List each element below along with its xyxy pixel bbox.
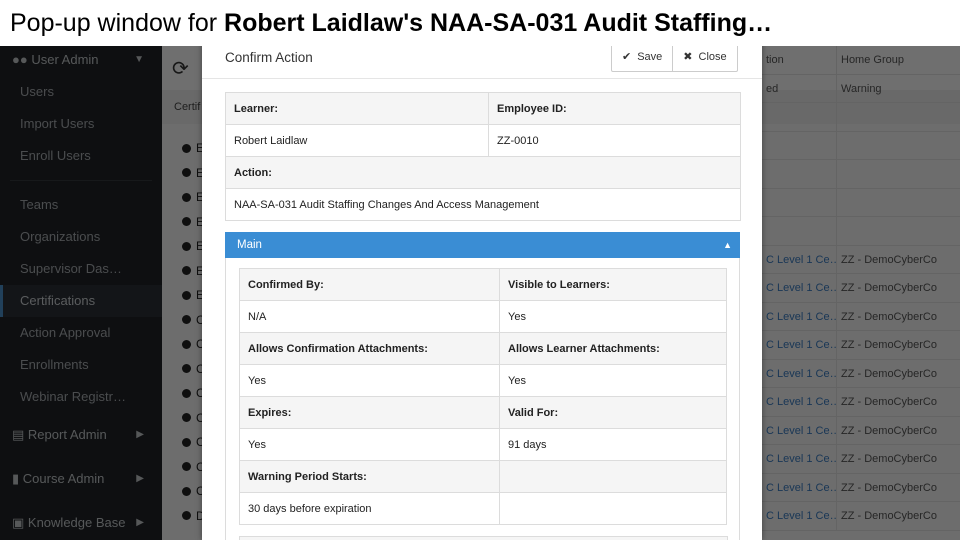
table-row [226,125,741,157]
learner-value: Robert Laidlaw [226,125,489,157]
table-row [240,397,727,429]
valid-for-value: 91 days [500,429,727,461]
visible-to-learners-label: Visible to Learners: [500,269,727,301]
warning-period-label: Warning Period Starts: [240,461,500,493]
table-row [240,365,727,397]
table-row [226,93,741,125]
main-panel-header[interactable] [225,232,740,258]
allows-learner-attachments-label: Allows Learner Attachments: [500,333,727,365]
certification-details-table [239,268,727,525]
save-button[interactable] [612,43,672,71]
learner-info-table [225,92,741,221]
visible-to-learners-value: Yes [500,301,727,333]
employee-id-value: ZZ-0010 [489,125,741,157]
table-row [240,301,727,333]
table-row [226,189,741,221]
next-section-edge [239,536,728,540]
action-label: Action: [226,157,741,189]
table-row [240,429,727,461]
empty-cell [500,461,727,493]
panel-title: Main [237,239,262,251]
close-icon: ✖ [683,51,693,63]
caret-up-icon[interactable]: ▲ [723,240,732,250]
empty-cell [500,493,727,525]
close-button[interactable] [672,43,736,71]
allows-learner-attachments-value: Yes [500,365,727,397]
warning-period-value: 30 days before expiration [240,493,500,525]
caption-bold: Robert Laidlaw's NAA-SA-031 Audit Staffing… [224,9,773,37]
save-button-label: Save [637,51,663,63]
check-icon: ✔ [622,51,632,63]
employee-id-label: Employee ID: [489,93,741,125]
slide-caption [0,0,960,46]
table-row [240,461,727,493]
caption-prefix: Pop-up window for [10,9,225,37]
table-row [226,157,741,189]
confirmed-by-label: Confirmed By: [240,269,500,301]
confirm-action-modal [202,40,762,540]
allows-confirmation-attachments-value: Yes [240,365,500,397]
confirmed-by-value: N/A [240,301,500,333]
table-row [240,333,727,365]
modal-title: Confirm Action [225,50,313,65]
valid-for-label: Valid For: [500,397,727,429]
table-row [240,269,727,301]
learner-label: Learner: [226,93,489,125]
allows-confirmation-attachments-label: Allows Confirmation Attachments: [240,333,500,365]
table-row [240,493,727,525]
modal-button-group [611,42,738,72]
expires-value: Yes [240,429,500,461]
close-button-label: Close [698,51,727,63]
expires-label: Expires: [240,397,500,429]
action-value: NAA-SA-031 Audit Staffing Changes And Access Management [226,189,741,221]
